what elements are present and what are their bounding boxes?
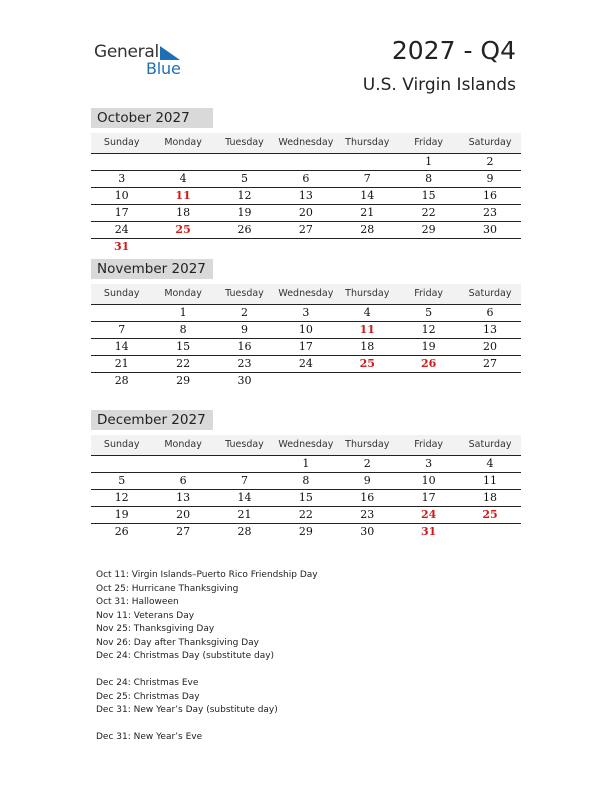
empty-day-cell xyxy=(459,524,520,540)
empty-day-cell xyxy=(152,239,213,255)
day-cell: 12 xyxy=(114,491,129,504)
day-cell: 18 xyxy=(483,491,498,504)
weekday-label: Wednesday xyxy=(278,439,334,450)
day-cell: 8 xyxy=(179,323,187,336)
day-cell: 15 xyxy=(298,491,313,504)
weekday-label: Wednesday xyxy=(278,137,334,148)
weekday-header-row xyxy=(91,435,521,456)
weekday-label: Thursday xyxy=(345,137,390,148)
day-cell: 10 xyxy=(421,474,436,487)
holiday-note: Oct 31: Halloween xyxy=(96,597,179,607)
day-cell: 1 xyxy=(425,155,433,168)
day-cell: 2 xyxy=(363,457,371,470)
day-cell: 14 xyxy=(237,491,252,504)
empty-day-cell xyxy=(91,456,152,472)
day-cell: 24 xyxy=(298,357,313,370)
day-cell: 22 xyxy=(176,357,191,370)
day-cell: 4 xyxy=(179,172,187,185)
empty-day-cell xyxy=(214,456,275,472)
weekday-label: Sunday xyxy=(103,439,140,450)
empty-day-cell xyxy=(275,239,336,255)
day-cell: 31 xyxy=(420,525,437,538)
day-cell: 28 xyxy=(237,525,252,538)
week-row xyxy=(91,188,521,205)
weekday-label: Wednesday xyxy=(278,288,334,299)
week-row xyxy=(91,222,521,239)
page-title: 2027 - Q4 xyxy=(391,36,516,65)
month-december xyxy=(91,410,521,540)
week-row xyxy=(91,339,521,356)
week-row xyxy=(91,239,521,255)
empty-day-cell xyxy=(398,373,459,389)
weekday-label: Monday xyxy=(164,439,202,450)
week-row xyxy=(91,154,521,171)
day-cell: 17 xyxy=(298,340,313,353)
holiday-notes-group-3 xyxy=(96,731,318,745)
holiday-notes xyxy=(96,569,318,745)
day-cell: 15 xyxy=(176,340,191,353)
day-cell: 11 xyxy=(483,474,498,487)
day-cell: 28 xyxy=(114,374,129,387)
empty-day-cell xyxy=(214,239,275,255)
day-cell: 7 xyxy=(363,172,371,185)
day-cell: 6 xyxy=(302,172,310,185)
logo-text-general: General xyxy=(94,42,159,62)
month-october xyxy=(91,108,521,255)
day-cell: 15 xyxy=(421,189,436,202)
day-cell: 16 xyxy=(360,491,375,504)
day-cell: 20 xyxy=(298,206,313,219)
day-cell: 29 xyxy=(298,525,313,538)
holiday-note: Dec 31: New Year’s Eve xyxy=(96,732,203,742)
weekday-label: Sunday xyxy=(103,137,140,148)
logo xyxy=(94,42,194,78)
month-title: October 2027 xyxy=(91,108,213,128)
day-cell: 24 xyxy=(420,508,437,521)
day-cell: 27 xyxy=(483,357,498,370)
holiday-note: Oct 11: Virgin Islands–Puerto Rico Friendship Day xyxy=(96,570,318,580)
weekday-label: Saturday xyxy=(468,137,512,148)
empty-day-cell xyxy=(91,305,152,321)
day-cell: 14 xyxy=(114,340,129,353)
weekday-label: Friday xyxy=(414,288,444,299)
day-cell: 26 xyxy=(237,223,252,236)
weekday-label: Friday xyxy=(414,137,444,148)
weekday-label: Thursday xyxy=(345,288,390,299)
empty-day-cell xyxy=(398,239,459,255)
holiday-note: Nov 25: Thanksgiving Day xyxy=(96,624,215,634)
day-cell: 9 xyxy=(240,323,248,336)
day-cell: 19 xyxy=(421,340,436,353)
day-cell: 17 xyxy=(114,206,129,219)
week-row xyxy=(91,490,521,507)
empty-day-cell xyxy=(91,154,152,170)
weekday-label: Tuesday xyxy=(225,288,264,299)
day-cell: 17 xyxy=(421,491,436,504)
day-cell: 27 xyxy=(298,223,313,236)
day-cell: 6 xyxy=(486,306,494,319)
week-row xyxy=(91,373,521,389)
day-cell: 22 xyxy=(421,206,436,219)
weekday-label: Saturday xyxy=(468,439,512,450)
day-cell: 23 xyxy=(360,508,375,521)
day-cell: 10 xyxy=(114,189,129,202)
day-cell: 19 xyxy=(114,508,129,521)
week-row xyxy=(91,524,521,540)
day-cell: 27 xyxy=(176,525,191,538)
day-cell: 3 xyxy=(425,457,433,470)
day-cell: 25 xyxy=(175,223,191,236)
holiday-note: Nov 11: Veterans Day xyxy=(96,610,195,621)
day-cell: 9 xyxy=(363,474,371,487)
day-cell: 31 xyxy=(114,240,130,253)
day-cell: 13 xyxy=(176,491,191,504)
day-cell: 16 xyxy=(483,189,498,202)
holiday-note: Oct 25: Hurricane Thanksgiving xyxy=(96,583,239,594)
day-cell: 1 xyxy=(302,457,310,470)
holiday-notes-group-1 xyxy=(96,569,318,664)
week-row xyxy=(91,456,521,473)
day-cell: 13 xyxy=(298,189,313,202)
day-cell: 5 xyxy=(240,172,248,185)
empty-day-cell xyxy=(214,154,275,170)
day-cell: 30 xyxy=(360,525,375,538)
empty-day-cell xyxy=(459,239,520,255)
page-subtitle: U.S. Virgin Islands xyxy=(362,75,516,95)
holiday-note: Dec 24: Christmas Day (substitute day) xyxy=(96,651,275,661)
weekday-label: Friday xyxy=(414,439,444,450)
day-cell: 11 xyxy=(175,189,191,202)
day-cell: 25 xyxy=(359,357,375,370)
day-cell: 26 xyxy=(114,525,129,538)
day-cell: 20 xyxy=(483,340,498,353)
day-cell: 10 xyxy=(298,323,313,336)
weekday-label: Tuesday xyxy=(225,439,264,450)
month-november xyxy=(91,259,521,389)
day-cell: 6 xyxy=(179,474,187,487)
empty-day-cell xyxy=(337,154,398,170)
empty-day-cell xyxy=(275,154,336,170)
logo-triangle-icon xyxy=(160,44,182,60)
day-cell: 18 xyxy=(360,340,375,353)
day-cell: 18 xyxy=(176,206,191,219)
day-cell: 21 xyxy=(114,357,129,370)
weekday-header-row xyxy=(91,133,521,154)
day-cell: 21 xyxy=(360,206,375,219)
day-cell: 30 xyxy=(483,223,498,236)
day-cell: 29 xyxy=(421,223,436,236)
day-cell: 20 xyxy=(176,508,191,521)
weekday-label: Monday xyxy=(164,137,202,148)
empty-day-cell xyxy=(337,373,398,389)
empty-day-cell xyxy=(275,373,336,389)
empty-day-cell xyxy=(152,154,213,170)
week-row xyxy=(91,171,521,188)
week-row xyxy=(91,322,521,339)
day-cell: 11 xyxy=(359,323,375,336)
week-row xyxy=(91,356,521,373)
weekday-header-row xyxy=(91,284,521,305)
day-cell: 3 xyxy=(118,172,126,185)
weekday-label: Thursday xyxy=(345,439,390,450)
day-cell: 22 xyxy=(298,508,313,521)
holiday-notes-group-2 xyxy=(96,677,318,718)
day-cell: 29 xyxy=(176,374,191,387)
weekday-label: Tuesday xyxy=(225,137,264,148)
week-row xyxy=(91,305,521,322)
holiday-note: Nov 26: Day after Thanksgiving Day xyxy=(96,637,259,648)
day-cell: 24 xyxy=(114,223,129,236)
day-cell: 1 xyxy=(179,306,187,319)
day-cell: 8 xyxy=(302,474,310,487)
day-cell: 16 xyxy=(237,340,252,353)
day-cell: 5 xyxy=(425,306,433,319)
day-cell: 4 xyxy=(363,306,371,319)
day-cell: 21 xyxy=(237,508,252,521)
day-cell: 26 xyxy=(420,357,437,370)
day-cell: 23 xyxy=(483,206,498,219)
day-cell: 7 xyxy=(118,323,126,336)
month-title: November 2027 xyxy=(91,259,213,279)
day-cell: 4 xyxy=(486,457,494,470)
week-row xyxy=(91,507,521,524)
day-cell: 7 xyxy=(240,474,248,487)
weekday-label: Monday xyxy=(164,288,202,299)
weekday-label: Saturday xyxy=(468,288,512,299)
day-cell: 3 xyxy=(302,306,310,319)
day-cell: 12 xyxy=(237,189,252,202)
day-cell: 2 xyxy=(486,155,494,168)
day-cell: 25 xyxy=(482,508,498,521)
day-cell: 2 xyxy=(240,306,248,319)
empty-day-cell xyxy=(152,456,213,472)
day-cell: 13 xyxy=(483,323,498,336)
day-cell: 19 xyxy=(237,206,252,219)
holiday-note: Dec 25: Christmas Day xyxy=(96,691,200,702)
week-row xyxy=(91,205,521,222)
empty-day-cell xyxy=(337,239,398,255)
logo-text-blue: Blue xyxy=(146,59,181,78)
day-cell: 14 xyxy=(360,189,375,202)
empty-day-cell xyxy=(459,373,520,389)
weekday-label: Sunday xyxy=(103,288,140,299)
day-cell: 9 xyxy=(486,172,494,185)
day-cell: 8 xyxy=(425,172,433,185)
holiday-note: Dec 24: Christmas Eve xyxy=(96,678,199,688)
day-cell: 12 xyxy=(421,323,436,336)
day-cell: 28 xyxy=(360,223,375,236)
day-cell: 23 xyxy=(237,357,252,370)
week-row xyxy=(91,473,521,490)
day-cell: 5 xyxy=(118,474,126,487)
month-title: December 2027 xyxy=(91,410,213,430)
day-cell: 30 xyxy=(237,374,252,387)
holiday-note: Dec 31: New Year’s Day (substitute day) xyxy=(96,705,278,715)
